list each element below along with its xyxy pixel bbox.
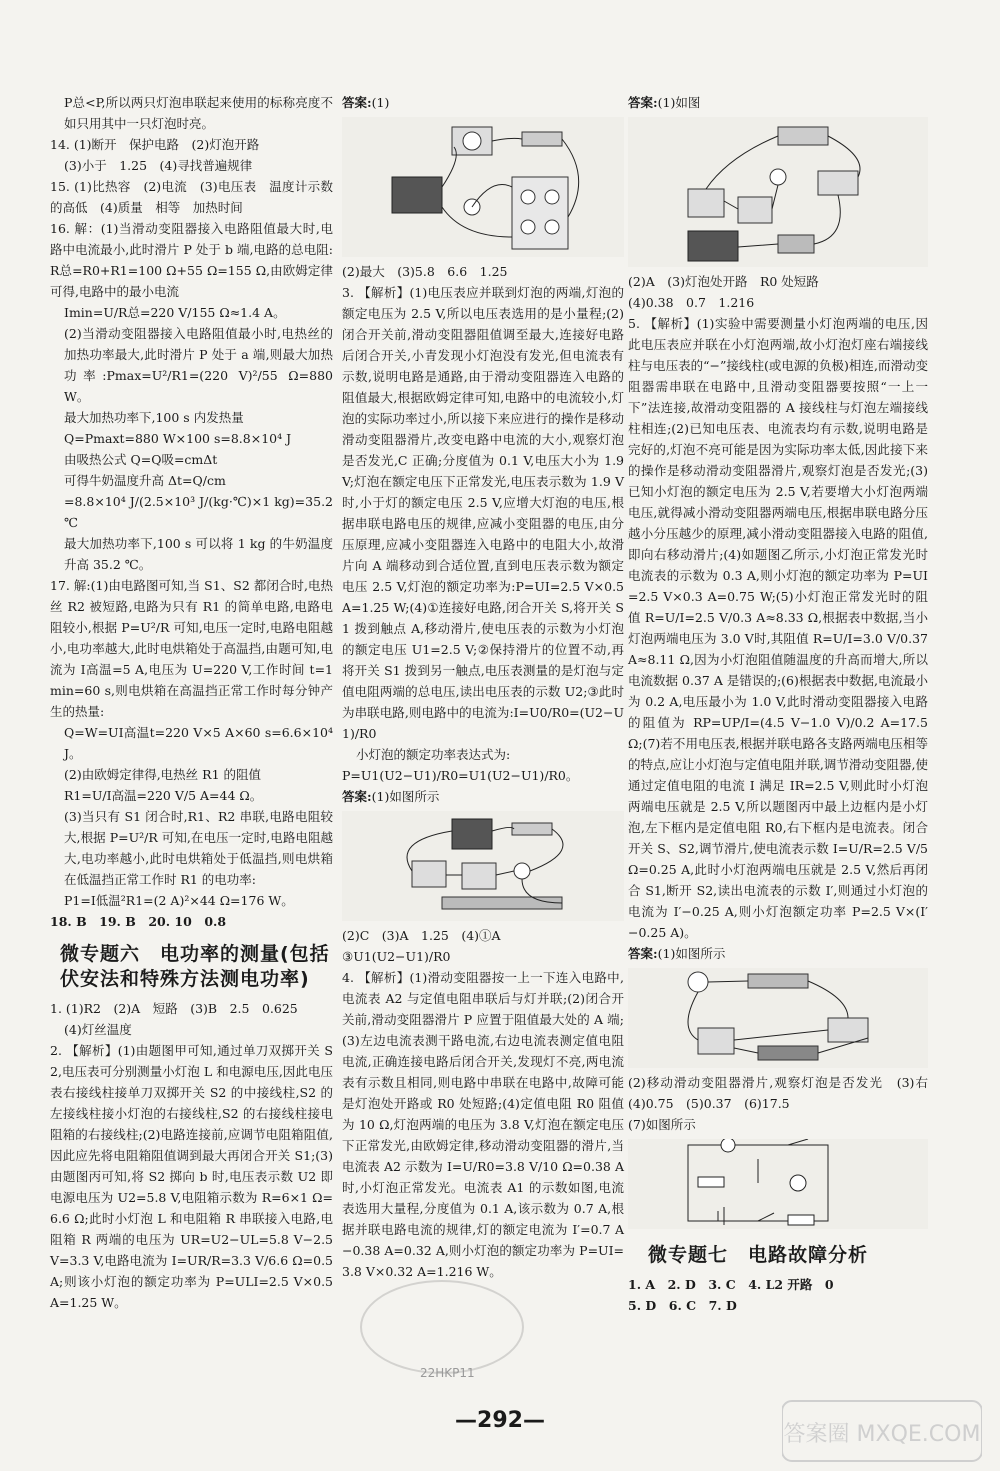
- q16-part3: (2)当滑动变阻器接入电路阻值最小时,电热丝的加热功率最大,此时滑片 P 处于 a 端,则最大加热功率:Pmax=U²/R1=(220 V)²/55 Ω=880 W。: [64, 326, 333, 404]
- q5-analysis: 5. 【解析】(1)实验中需要测量小灯泡两端的电压,因此电压表应并联在小灯泡两端,故小灯泡灯座右端接线柱与电压表的“−”接线柱(或电源的负极)相连,而滑动变阻器需串联在电路中,且滑动变阻器要按照“一上一下”法连接,故滑动变阻器的 A 接线柱与灯泡左端接线柱相连;(2)已知电压表、电流表均有示数,说明电路是完好的,灯泡不亮可能是因为实际功率太低,因此接下来的操作是移动滑动变阻器滑片,观察灯泡是否发光;(3)已知小灯泡的额定电压为 2.5 V,若要增大小灯泡两端电压,就得减小滑动变阻器两端电压,根据串联电路分压越小分压越少的原理,减小滑动变阻器接入电路的阻值,即向右移动滑片;(4)如题图乙所示,小灯泡正常发光时电流表的示数为 0.3 A,则小灯泡的额定功率为 P=UI=2.5 V×0.3 A=0.75 W;(5)小灯泡正常发光时的阻值 R=U/I=2.5 V/0.3 A≈8.33 Ω,根据表中数据,当小灯泡两端电压为 3.0 V时,其阻值 R=U/I=3.0 V/0.37 A≈8.11 Ω,因为小灯泡阻值随温度的升高而增大,所以电流数据 0.37 A 是错误的;(6)根据表中数据,电流最小为 0.2 A,电压最小为 1.0 V,此时滑动变阻器接入电路的阻值为 RP=UP/I=(4.5 V−1.0 V)/0.2 A=17.5 Ω;(7)若不用电压表,根据并联电路各支路两端电压相等的特点,应让小灯泡与定值电阻并联,调节滑动变阻器,使通过定值电阻的电流 I 满足 IR=2.5 V,则此时小灯泡两端电压就是 2.5 V,所以题图丙中最上边框内是小灯泡,左下框内是定值电阻 R0,右下框内是电流表。闭合开关 S、S2,调节滑片,使电流表示数 I=U/R=2.5 V/5 Ω=0.25 A,此时小灯泡两端电压就是 2.5 V,然后再闭合 S1,断开 S2,读出电流表的示数 I′,则通过小灯泡的电流为 I′−0.25 A,则小灯泡额定功率 P=2.5 V×(I′−0.25 A)。: [628, 316, 928, 940]
- m6-q2: 2. 【解析】(1)由题图甲可知,通过单刀双掷开关 S2,电压表可分别测量小灯泡 L 和电源电压,因此电压表右接线柱接单刀双掷开关 S2 的中接线柱,S2 的左接线柱接小灯泡的右接线柱,S2 的右接线柱接电阻箱的右接线柱;(2)电路连接前,应调节电阻箱阻值,因此应先将电阻箱阻值调到最大再闭合开关 S1;(3)由题图丙可知,将 S2 掷向 b 时,电压表示数 U2 即电源电压为 U2=5.8 V,电阻箱示数为 R=6×1 Ω=6.6 Ω;此时小灯泡 L 和电阻箱 R 串联接入电路,电阻箱 R 两端的电压为 UR=U2−UL=5.8 V−2.5 V=3.3 V,电路电流为 I=UR/R=3.3 V/6.6 Ω=0.5 A;则该小灯泡的额定功率为 P=ULI=2.5 V×0.5 A=1.25 W。: [50, 1043, 333, 1310]
- q18-20: 18. B 19. B 20. 10 0.8: [50, 914, 227, 929]
- page-number: —292—: [455, 1408, 545, 1433]
- q16-part9: 最大加热功率下,100 s 可以将 1 kg 的牛奶温度升高 35.2 ℃。: [64, 536, 333, 572]
- q17-part3: (2)由欧姆定律得,电热丝 R1 的阻值: [64, 767, 261, 782]
- q17-part2: Q=W=UI高温t=220 V×5 A×60 s=6.6×10⁴ J。: [64, 725, 333, 761]
- q16-part2: Imin=U/R总=220 V/155 Ω≈1.4 A。: [64, 305, 286, 320]
- answer-3-3: ③U1(U2−U1)/R0: [342, 949, 451, 964]
- m7-row2: 5. D 6. C 7. D: [628, 1298, 737, 1313]
- circuit-figure-3: [628, 117, 928, 267]
- section-heading-7: 微专题七 电路故障分析: [648, 1244, 869, 1266]
- circuit-figure-4: [628, 968, 928, 1068]
- m7-row1: 1. A 2. D 3. C 4. L2 开路 0: [628, 1277, 834, 1292]
- q3-tail: 小灯泡的额定功率表达式为:: [356, 747, 511, 762]
- answer-5-3: (7)如图所示: [628, 1117, 696, 1132]
- circuit-figure-1: [342, 117, 624, 257]
- q3-formula: P=U1(U2−U1)/R0=U1(U2−U1)/R0。: [342, 768, 579, 783]
- column-left: [50, 92, 333, 1313]
- q17-part4: R1=U/I高温=220 V/5 A=44 Ω。: [64, 788, 263, 803]
- q3-analysis: 3. 【解析】(1)电压表应并联到灯泡的两端,灯泡的额定电压为 2.5 V,所以电压表选用的是小量程;(2)闭合开关前,滑动变阻器阻值调至最大,连接好电路后闭合开关,小青发现小灯泡没有发光,但电流表有示数,说明电路是通路,由于滑动变阻器连入电路的阻值最大,根据欧姆定律可知,电路中的电流较小,灯泡的实际功率过小,所以接下来应进行的操作是移动滑动变阻器滑片,改变电路中电流的大小,观察灯泡是否发光,C 正确;分度值为 0.1 V,电压大小为 1.9 V;灯泡在额定电压下正常发光,电压表示数为 1.9 V时,小于灯的额定电压 2.5 V,应增大灯泡的电压,根据串联电路电压的规律,应减小变阻器的电压,由分压原理,应减小变阻器连入电路中的电阻大小,故滑片向 A 端移动到合适位置,直到电压表示数为额定电压 2.5 V,灯泡的额定功率为:P=UI=2.5 V×0.5 A=1.25 W;(4)①连接好电路,闭合开关 S,将开关 S1 拨到触点 A,移动滑片,使电压表的示数为小灯泡的额定电压 U1=2.5 V;②保持滑片的位置不动,再将开关 S1 拨到另一触点,电压表测量的是灯泡与定值电阻两端的总电压,读出电压表的示数 U2;③此时为串联电路,则电路中的电流为:I=U0/R0=(U2−U1)/R0: [342, 285, 624, 741]
- q16-part4: 最大加热功率下,100 s 内发热量: [64, 410, 244, 425]
- answer-3-2: (2)C (3)A 1.25 (4)①A: [342, 928, 501, 943]
- answer-1: (1): [371, 95, 390, 110]
- q14-line1: 14. (1)断开 保护电路 (2)灯泡开路: [50, 137, 260, 152]
- circuit-diagram-5: [628, 1139, 928, 1229]
- q16-part6: 由吸热公式 Q=Q吸=cmΔt: [64, 452, 218, 467]
- q4-analysis: 4. 【解析】(1)滑动变阻器按一上一下连入电路中,电流表 A2 与定值电阻串联后与灯并联;(2)闭合开关前,滑动变阻器滑片 P 应置于阻值最大处的 A 端;(3)左边电流表测干路电流,右边电流表测定值电阻电流,正确连接电路后闭合开关,发现灯不亮,两电流表有示数且相同,则电路中串联在电路中,故障可能是灯泡处开路或 R0 处短路;(4)定值电阻 R0 阻值为 10 Ω,灯泡两端的电压为 3.8 V,灯泡在额定电压下正常发光,由欧姆定律,移动滑动变阻器的滑片,当电流表 A2 示数为 I=U/R0=3.8 V/10 Ω=0.38 A 时,小灯泡正常发光。电流表 A1 的示数如图,电流表选用大量程,分度值为 0.1 A,该示数为 0.7 A,根据并联电路电流的规律,灯的额定电流为 I′=0.7 A−0.38 A=0.32 A,则小灯泡的额定功率为 P=UI=3.8 V×0.32 A=1.216 W。: [342, 970, 624, 1279]
- answer-3-1: (1)如图所示: [371, 789, 440, 804]
- q15: 15. (1)比热容 (2)电流 (3)电压表 温度计示数的高低 (4)质量 相等 加热时间: [50, 179, 333, 215]
- svg-text:答案圈 MXQE.COM: 答案圈 MXQE.COM: [783, 1422, 981, 1447]
- answer-5-2: (2)移动滑动变阻器滑片,观察灯泡是否发光 (3)右 (4)0.75 (5)0.37 (6)17.5: [628, 1075, 941, 1111]
- q14-line2: (3)小于 1.25 (4)寻找普遍规律: [64, 158, 253, 173]
- answer-label-3: 答案:: [342, 789, 372, 804]
- q16-part5: Q=Pmaxt=880 W×100 s=8.8×10⁴ J: [64, 431, 292, 446]
- column-right: [628, 92, 941, 1316]
- section-heading-6: 微专题六 电功率的测量(包括伏安法和特殊方法测电功率): [60, 943, 330, 990]
- q16-part7: 可得牛奶温度升高 Δt=Q/cm: [64, 473, 226, 488]
- q17-part1: 17. 解:(1)由电路图可知,当 S1、S2 都闭合时,电热丝 R2 被短路,电路为只有 R1 的简单电路,电路电阻较小,根据 P=U²/R 可知,电压一定时,电路电阻越小,电功率越大,此时电烘箱处于高温挡,由题可知,电流为 I高温=5 A,电压为 U=220 V,工作时间 t=1 min=60 s,则电烘箱在高温挡正常工作时每分钟产生的热量:: [50, 578, 333, 719]
- q17-part6: P1=I低温²R1=(2 A)²×44 Ω=176 W。: [64, 893, 294, 908]
- answer-c3-2b: (4)0.38 0.7 1.216: [628, 295, 755, 310]
- answer-label-c3: 答案:: [628, 95, 658, 110]
- answer-c3-1: (1)如图: [657, 95, 701, 110]
- book-code: 22HKP11: [420, 1366, 475, 1380]
- m6-q1-line1: 1. (1)R2 (2)A 短路 (3)B 2.5 0.625: [50, 1001, 298, 1016]
- circuit-figure-2: [342, 811, 624, 921]
- faded-stamp: [360, 1280, 524, 1374]
- q16-part1: 16. 解：(1)当滑动变阻器接入电路阻值最大时,电路中电流最小,此时滑片 P 处于 b 端,电路的总电阻:R总=R0+R1=100 Ω+55 Ω=155 Ω,由欧姆定律可得,电路中的最小电流: [50, 221, 333, 299]
- answer-c3-2: (2)A (3)灯泡处开路 R0 处短路: [628, 274, 819, 289]
- m6-q1-line2: (4)灯丝温度: [64, 1022, 132, 1037]
- answer-5-1: (1)如图所示: [657, 946, 726, 961]
- intro-text: P总<P,所以两只灯泡串联起来使用的标称亮度不如只用其中一只灯泡时亮。: [64, 95, 333, 131]
- watermark-logo: [782, 1396, 982, 1466]
- column-middle: [342, 92, 624, 1282]
- answer-2: (2)最大 (3)5.8 6.6 1.25: [342, 264, 508, 279]
- q17-part5: (3)当只有 S1 闭合时,R1、R2 串联,电路电阻较大,根据 P=U²/R 可知,在电压一定时,电路电阻越大,电功率越小,此时电烘箱处于低温挡,则电烘箱在低温挡正常工作时 R1 的电功率:: [64, 809, 333, 887]
- answer-label-5: 答案:: [628, 946, 658, 961]
- answer-label: 答案:: [342, 95, 372, 110]
- q16-part8: =8.8×10⁴ J/(2.5×10³ J/(kg·℃)×1 kg)=35.2 ℃: [64, 494, 333, 530]
